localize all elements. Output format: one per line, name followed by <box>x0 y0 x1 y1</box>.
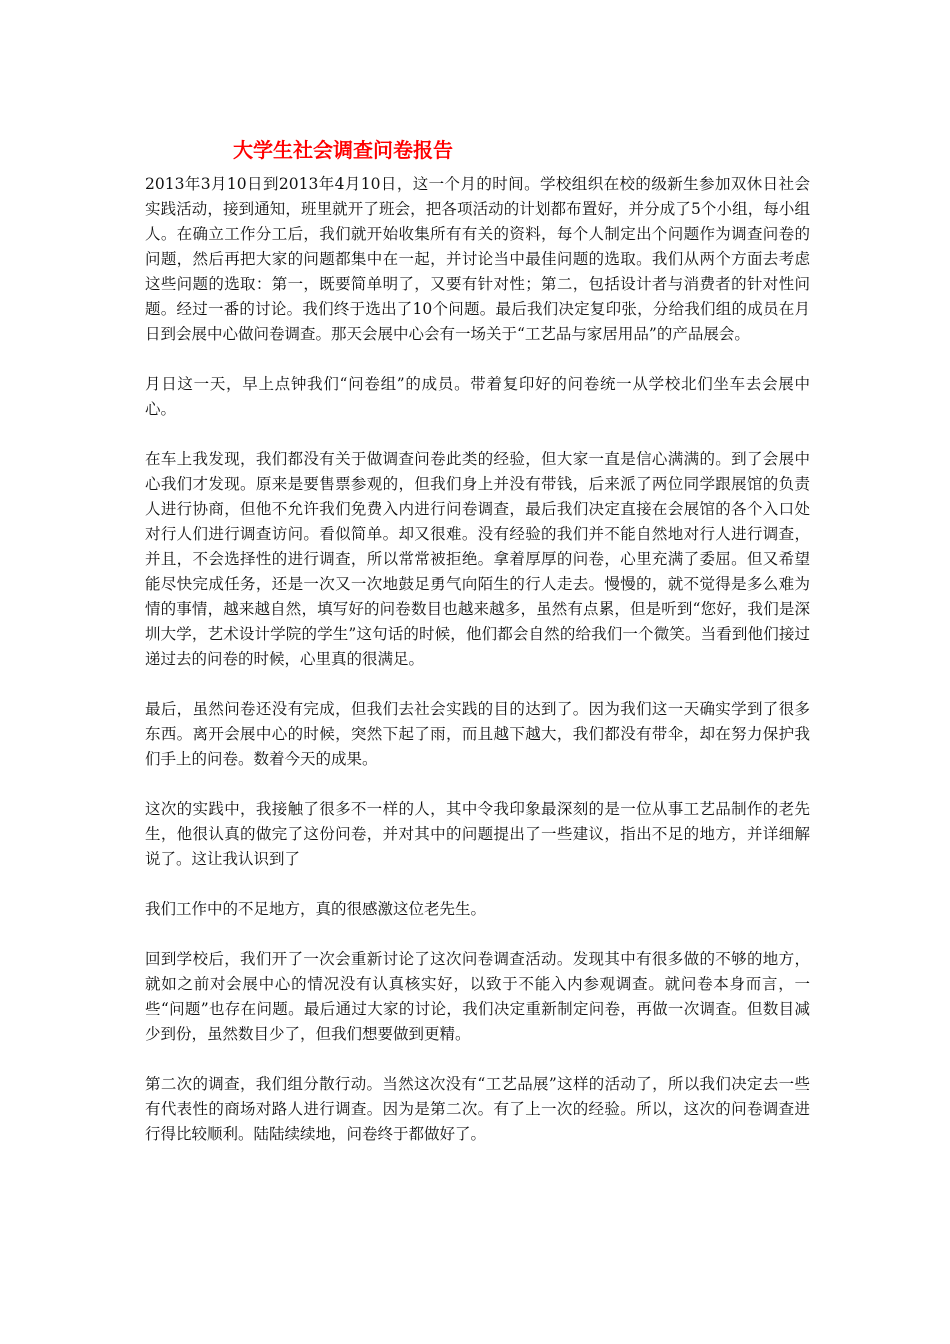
document-body <box>145 172 810 1172</box>
paragraph-3: 在车上我发现，我们都没有关于做调查问卷此类的经验，但大家一直是信心满满的。到了会展中心我们才发现。原来是要售票参观的，但我们身上并没有带钱，后来派了两位同学跟展馆的负责人进行协商，但他不允许我们免费入内进行问卷调查，最后我们决定直接在会展馆的各个入口处对行人们进行调查访问。看似简单。却又很难。没有经验的我们并不能自然地对行人进行调查，并且，不会选择性的进行调查，所以常常被拒绝。拿着厚厚的问卷，心里充满了委屈。但又希望能尽快完成任务，还是一次又一次地鼓足勇气向陌生的行人走去。慢慢的，就不觉得是多么难为情的事情，越来越自然，填写好的问卷数目也越来越多，虽然有点累，但是听到“您好，我们是深圳大学，艺术设计学院的学生”这句话的时候，他们都会自然的给我们一个微笑。当看到他们接过递过去的问卷的时候，心里真的很满足。 <box>145 450 810 668</box>
paragraph-5: 这次的实践中，我接触了很多不一样的人，其中令我印象最深刻的是一位从事工艺品制作的老先生，他很认真的做完了这份问卷，并对其中的问题提出了一些建议，指出不足的地方，并详细解说了。这让我认识到了 <box>145 800 810 868</box>
paragraph-4: 最后，虽然问卷还没有完成，但我们去社会实践的目的达到了。因为我们这一天确实学到了很多东西。离开会展中心的时候，突然下起了雨，而且越下越大，我们都没有带伞，却在努力保护我们手上的问卷。数着今天的成果。 <box>145 700 810 768</box>
paragraph-1: 2013年3月10日到2013年4月10日，这一个月的时间。学校组织在校的级新生参加双休日社会实践活动，接到通知，班里就开了班会，把各项活动的计划都布置好，并分成了5个小组，每小组人。在确立工作分工后，我们就开始收集所有有关的资料，每个人制定出个问题作为调查问卷的问题，然后再把大家的问题都集中在一起，并讨论当中最佳问题的选取。我们从两个方面去考虑这些问题的选取：第一，既要简单明了，又要有针对性；第二，包括设计者与消费者的针对性问题。经过一番的讨论。我们终于选出了10个问题。最后我们决定复印张，分给我们组的成员在月日到会展中心做问卷调查。那天会展中心会有一场关于“工艺品与家居用品”的产品展会。 <box>145 175 810 343</box>
paragraph-7: 回到学校后，我们开了一次会重新讨论了这次问卷调查活动。发现其中有很多做的不够的地方，就如之前对会展中心的情况没有认真核实好，以致于不能入内参观调查。就问卷本身而言，一些“问题”也存在问题。最后通过大家的讨论，我们决定重新制定问卷，再做一次调查。但数目减少到份，虽然数目少了，但我们想要做到更精。 <box>145 950 810 1043</box>
paragraph-6: 我们工作中的不足地方，真的很感激这位老先生。 <box>145 900 487 918</box>
document-title: 大学生社会调查问卷报告 <box>233 138 453 162</box>
paragraph-2: 月日这一天，早上点钟我们“问卷组”的成员。带着复印好的问卷统一从学校北们坐车去会展中心。 <box>145 375 810 418</box>
paragraph-8: 第二次的调查，我们组分散行动。当然这次没有“工艺品展”这样的活动了，所以我们决定去一些有代表性的商场对路人进行调查。因为是第二次。有了上一次的经验。所以，这次的问卷调查进行得比较顺利。陆陆续续地，问卷终于都做好了。 <box>145 1075 810 1143</box>
